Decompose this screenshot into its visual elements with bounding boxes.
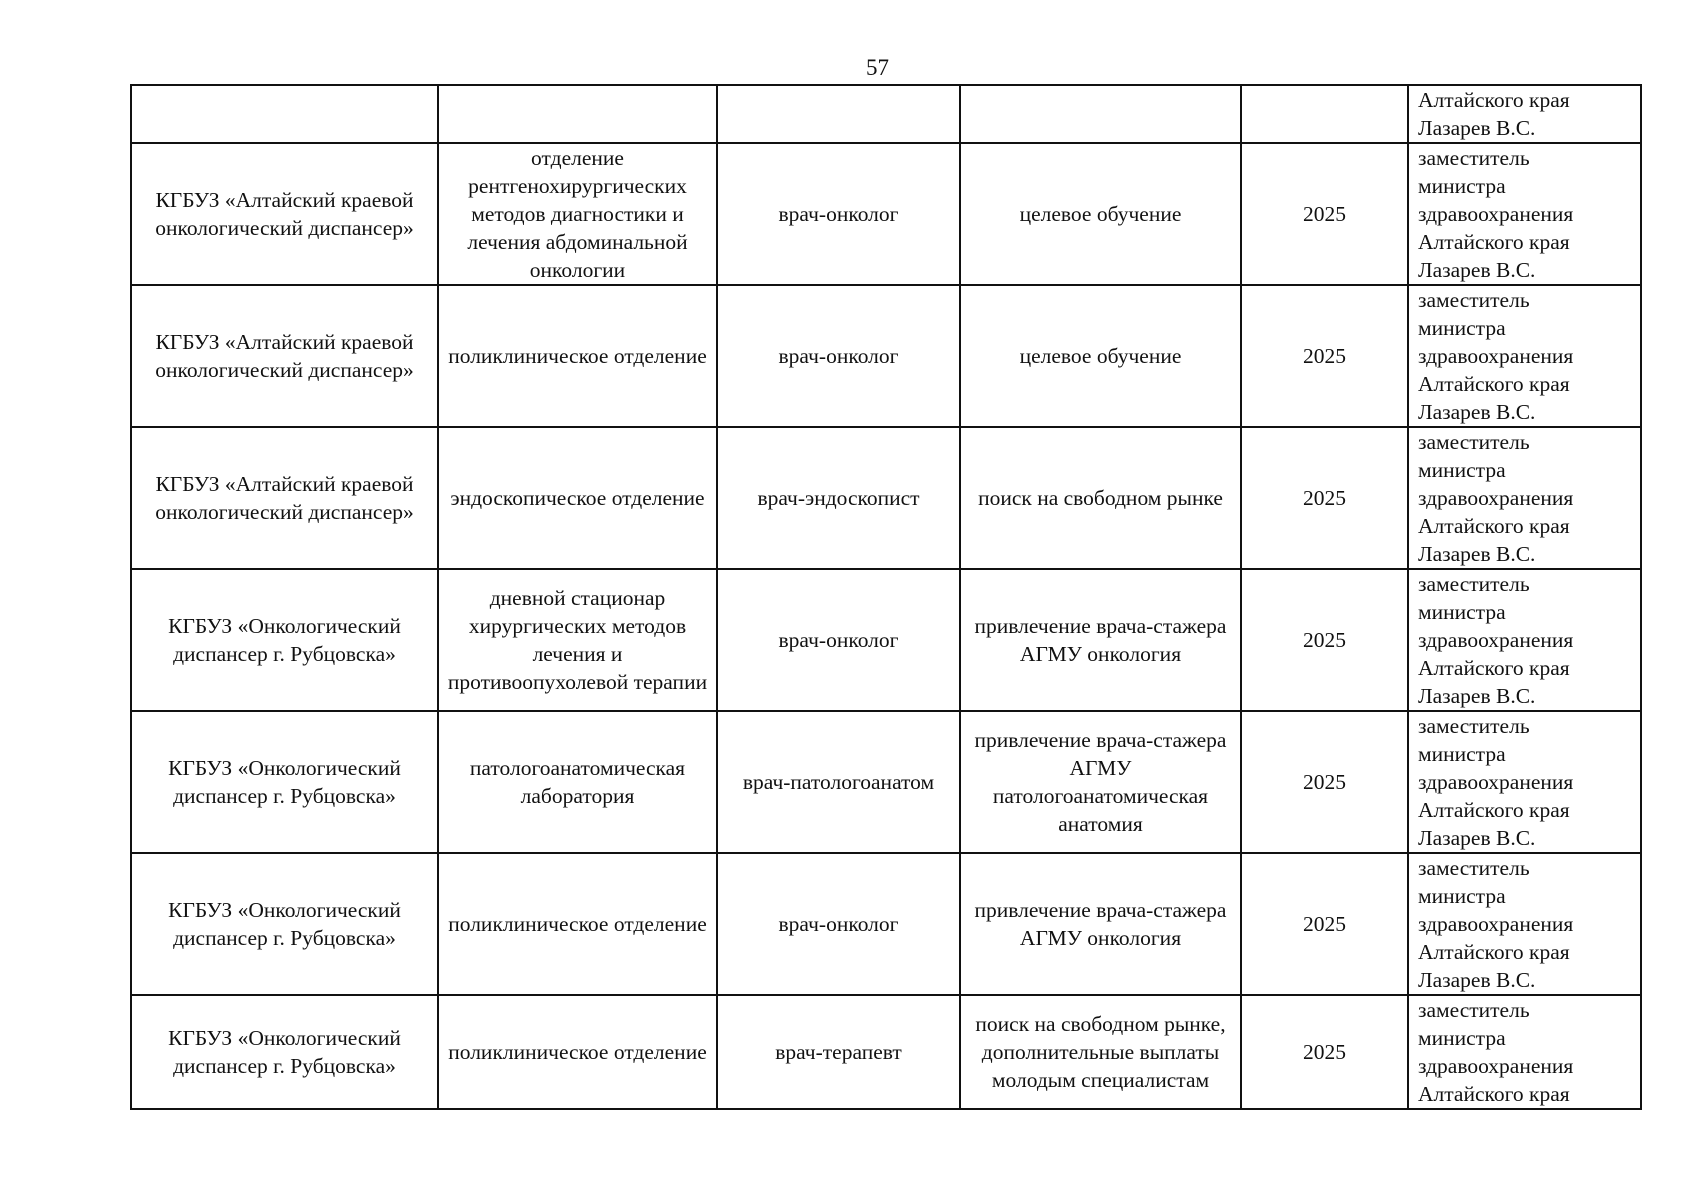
position-cell: врач-эндоскопист	[717, 427, 960, 569]
method-cell: привлечение врача-стажера АГМУ патологоанатомическая анатомия	[960, 711, 1241, 853]
method-cell: привлечение врача-стажера АГМУ онкология	[960, 569, 1241, 711]
responsible-line: здравоохранения	[1418, 344, 1574, 368]
responsible-line: Лазарев В.С.	[1418, 542, 1536, 566]
responsible-cell	[1408, 995, 1641, 1109]
table-row	[131, 427, 1641, 569]
year-cell: 2025	[1241, 853, 1408, 995]
year-cell	[1241, 85, 1408, 143]
responsible-cell	[1408, 569, 1641, 711]
year-cell: 2025	[1241, 143, 1408, 285]
responsible-line: министра	[1418, 884, 1506, 908]
organization-cell: КГБУЗ «Алтайский краевой онкологический диспансер»	[131, 427, 438, 569]
responsible-cell	[1408, 711, 1641, 853]
responsible-line: Лазарев В.С.	[1418, 684, 1536, 708]
responsible-line: Лазарев В.С.	[1418, 258, 1536, 282]
responsible-line: министра	[1418, 174, 1506, 198]
organization-cell: КГБУЗ «Онкологический диспансер г. Рубцовска»	[131, 995, 438, 1109]
responsible-line: заместитель	[1418, 288, 1530, 312]
responsible-line: заместитель	[1418, 714, 1530, 738]
responsible-line: заместитель	[1418, 856, 1530, 880]
staffing-table	[130, 84, 1642, 1110]
method-cell: целевое обучение	[960, 285, 1241, 427]
responsible-line: заместитель	[1418, 998, 1530, 1022]
organization-cell: КГБУЗ «Онкологический диспансер г. Рубцовска»	[131, 569, 438, 711]
department-cell	[438, 85, 717, 143]
table-row	[131, 85, 1641, 143]
responsible-line: здравоохранения	[1418, 202, 1574, 226]
table-row	[131, 569, 1641, 711]
year-cell: 2025	[1241, 569, 1408, 711]
responsible-line: Алтайского края	[1418, 372, 1570, 396]
position-cell	[717, 85, 960, 143]
responsible-line: заместитель	[1418, 146, 1530, 170]
year-cell: 2025	[1241, 285, 1408, 427]
responsible-line: здравоохранения	[1418, 1054, 1574, 1078]
responsible-line: здравоохранения	[1418, 486, 1574, 510]
table-row	[131, 853, 1641, 995]
responsible-cell	[1408, 85, 1641, 143]
position-cell: врач-патологоанатом	[717, 711, 960, 853]
responsible-cell	[1408, 853, 1641, 995]
department-cell: дневной стационар хирургических методов лечения и противоопухолевой терапии	[438, 569, 717, 711]
position-cell: врач-онколог	[717, 143, 960, 285]
organization-cell: КГБУЗ «Алтайский краевой онкологический диспансер»	[131, 143, 438, 285]
department-cell: патологоанатомическая лаборатория	[438, 711, 717, 853]
organization-cell: КГБУЗ «Онкологический диспансер г. Рубцовска»	[131, 711, 438, 853]
responsible-line: заместитель	[1418, 430, 1530, 454]
page-number: 57	[866, 55, 889, 80]
responsible-cell	[1408, 143, 1641, 285]
responsible-line: здравоохранения	[1418, 628, 1574, 652]
department-cell: поликлиническое отделение	[438, 285, 717, 427]
method-cell: поиск на свободном рынке, дополнительные выплаты молодым специалистам	[960, 995, 1241, 1109]
responsible-line: здравоохранения	[1418, 770, 1574, 794]
method-cell: целевое обучение	[960, 143, 1241, 285]
responsible-line: Лазарев В.С.	[1418, 826, 1536, 850]
responsible-line: Алтайского края	[1418, 514, 1570, 538]
organization-cell: КГБУЗ «Онкологический диспансер г. Рубцовска»	[131, 853, 438, 995]
responsible-line: министра	[1418, 600, 1506, 624]
department-cell: поликлиническое отделение	[438, 995, 717, 1109]
responsible-line: министра	[1418, 458, 1506, 482]
table-row	[131, 711, 1641, 853]
responsible-line: Лазарев В.С.	[1418, 968, 1536, 992]
responsible-line: Алтайского края	[1418, 940, 1570, 964]
responsible-line: Алтайского края	[1418, 798, 1570, 822]
responsible-line: министра	[1418, 316, 1506, 340]
organization-cell	[131, 85, 438, 143]
method-cell: привлечение врача-стажера АГМУ онкология	[960, 853, 1241, 995]
responsible-line: здравоохранения	[1418, 912, 1574, 936]
responsible-line: министра	[1418, 742, 1506, 766]
method-cell	[960, 85, 1241, 143]
organization-cell: КГБУЗ «Алтайский краевой онкологический диспансер»	[131, 285, 438, 427]
year-cell: 2025	[1241, 427, 1408, 569]
responsible-line: Лазарев В.С.	[1418, 116, 1536, 140]
table-row	[131, 143, 1641, 285]
position-cell: врач-терапевт	[717, 995, 960, 1109]
department-cell: поликлиническое отделение	[438, 853, 717, 995]
responsible-line: Лазарев В.С.	[1418, 400, 1536, 424]
method-cell: поиск на свободном рынке	[960, 427, 1241, 569]
responsible-line: Алтайского края	[1418, 88, 1570, 112]
responsible-cell	[1408, 285, 1641, 427]
table-row	[131, 995, 1641, 1109]
department-cell: эндоскопическое отделение	[438, 427, 717, 569]
responsible-cell	[1408, 427, 1641, 569]
position-cell: врач-онколог	[717, 853, 960, 995]
responsible-line: Алтайского края	[1418, 1082, 1570, 1106]
position-cell: врач-онколог	[717, 285, 960, 427]
responsible-line: заместитель	[1418, 572, 1530, 596]
table-row	[131, 285, 1641, 427]
year-cell: 2025	[1241, 711, 1408, 853]
department-cell: отделение рентгенохирургических методов диагностики и лечения абдоминальной онкологии	[438, 143, 717, 285]
responsible-line: Алтайского края	[1418, 230, 1570, 254]
responsible-line: министра	[1418, 1026, 1506, 1050]
position-cell: врач-онколог	[717, 569, 960, 711]
responsible-line: Алтайского края	[1418, 656, 1570, 680]
year-cell: 2025	[1241, 995, 1408, 1109]
